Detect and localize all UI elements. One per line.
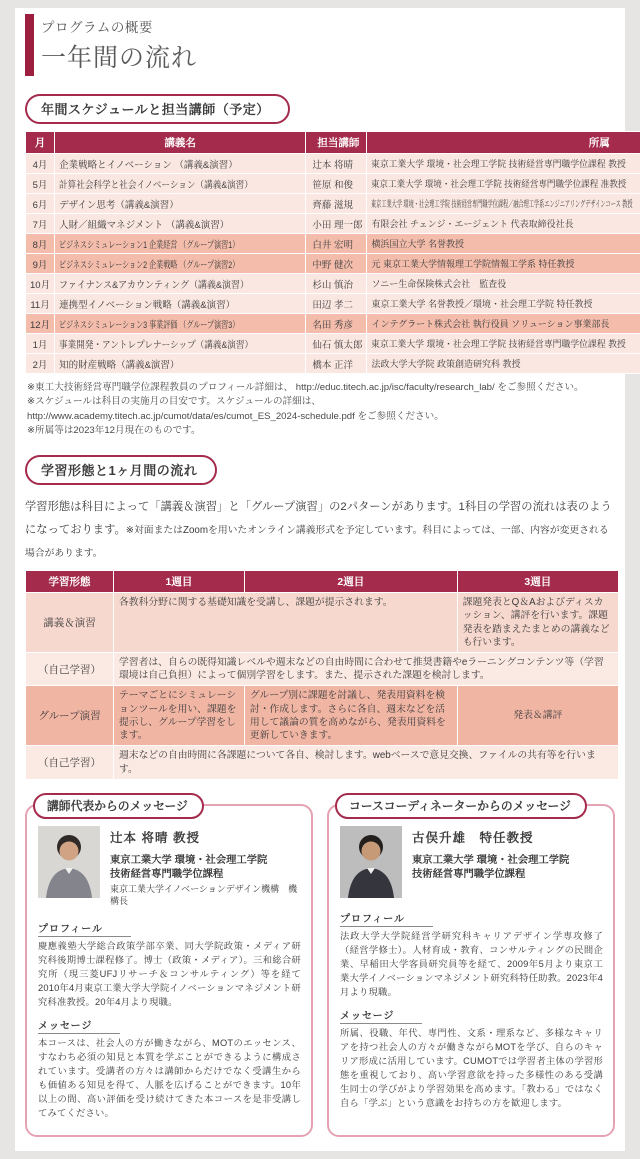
schedule-cell-instructor: 杉山 慎治 bbox=[306, 274, 367, 294]
column-header-format: 学習形態 bbox=[26, 571, 114, 593]
column-header-week3: 3週目 bbox=[457, 571, 618, 593]
schedule-cell-month: 2月 bbox=[26, 354, 55, 374]
affiliation-line: 東京工業大学 環境・社会理工学院 bbox=[412, 854, 569, 868]
instructor-person bbox=[38, 826, 302, 908]
schedule-cell-instructor: 辻本 将晴 bbox=[306, 154, 367, 174]
learning-cell: 課題発表とQ＆Aおよびディスカッション、講評を行います。課題発表を踏まえたまとめの講義なども行います。 bbox=[457, 593, 618, 653]
learning-row bbox=[26, 593, 619, 653]
column-header-week2: 2週目 bbox=[244, 571, 457, 593]
column-header-week1: 1週目 bbox=[114, 571, 245, 593]
document-page bbox=[15, 8, 625, 1151]
affiliation-line: 東京工業大学 環境・社会理工学院 bbox=[110, 854, 302, 868]
schedule-cell-course: 知的財産戦略（講義&演習） bbox=[55, 354, 306, 374]
learning-row-label: （自己学習） bbox=[26, 746, 114, 779]
person-name: 辻本 将晴 教授 bbox=[110, 828, 302, 846]
affiliation-line: 東京工業大学イノベーションデザイン機構 機構長 bbox=[110, 883, 302, 908]
schedule-cell-course: ビジネスシミュレーション3 事業評価 （グループ演習3） bbox=[55, 314, 306, 334]
portrait-photo bbox=[340, 826, 402, 898]
schedule-cell-instructor: 齊藤 滋規 bbox=[306, 194, 367, 214]
column-header-affiliation: 所属 bbox=[367, 132, 640, 154]
schedule-cell-affiliation: 東京工業大学 名誉教授／環境・社会理工学院 特任教授 bbox=[367, 294, 640, 314]
instructor-box-title: 講師代表からのメッセージ bbox=[33, 793, 204, 819]
title-accent-bar bbox=[25, 14, 34, 76]
schedule-cell-instructor: 中野 健次 bbox=[306, 254, 367, 274]
schedule-cell-course: デザイン思考（講義&演習） bbox=[55, 194, 306, 214]
instructor-message-box bbox=[25, 804, 313, 1137]
schedule-cell-instructor: 白井 宏明 bbox=[306, 234, 367, 254]
schedule-cell-month: 12月 bbox=[26, 314, 55, 334]
schedule-cell-month: 5月 bbox=[26, 174, 55, 194]
schedule-cell-affiliation: 東京工業大学 環境・社会理工学院 技術経営専門職学位課程 准教授 bbox=[367, 174, 640, 194]
learning-row bbox=[26, 686, 619, 746]
learning-cell: 各教科分野に関する基礎知識を受講し、課題が提示されます。 bbox=[114, 593, 458, 653]
message-text: 所属、役職、年代、専門性、文系・理系など、多様なキャリアを持つ社会人の方々が働きながらMOTを学び、自らのキャリア形成に活用しています。CUMOTでは学習者主体の学習形態を重視しており、高い学習意欲を持った多様性のある受講生同士の学びがより学習効果を高めます。「教わる」ではなく自ら「学ぶ」という意識をお持ちの方を歓迎します。 bbox=[340, 1027, 603, 1111]
schedule-cell-affiliation: 東京工業大学 環境・社会理工学院 技術経営専門職学位課程／融合理工学系エンジニアリングデザインコース 教授 bbox=[367, 194, 640, 214]
message-label: メッセージ bbox=[340, 1007, 422, 1024]
schedule-cell-course: 企業戦略とイノベーション （講義&演習） bbox=[55, 154, 306, 174]
schedule-cell-course: 計算社会科学と社会イノベーション（講義&演習） bbox=[55, 174, 306, 194]
page-kicker: プログラムの概要 bbox=[41, 16, 197, 36]
schedule-cell-affiliation: 横浜国立大学 名誉教授 bbox=[367, 234, 640, 254]
profile-label: プロフィール bbox=[340, 910, 433, 927]
learning-intro-main: 学習形態は科目によって「講義＆演習」と「グループ演習」の2パターンがあります。1科目の学習の流れは表のようになっております。 bbox=[25, 501, 612, 536]
schedule-cell-course: ビジネスシミュレーション1 企業経営 （グループ演習1） bbox=[55, 234, 306, 254]
learning-intro-note: ※対面またはZoomを用いたオンライン講義形式を予定しています。科目によっては、一部、内容が変更される場合があります。 bbox=[25, 525, 609, 559]
section-title-learning: 学習形態と1ヶ月間の流れ bbox=[25, 455, 217, 485]
affiliation-lines bbox=[412, 854, 569, 883]
schedule-cell-month: 4月 bbox=[26, 154, 55, 174]
profile-text: 法政大学大学院経営学研究科キャリアデザイン学専攻修了（経営学修士）。人材育成・教育、コンサルティングの民間企業、早稲田大学客員研究員等を経て、2009年5月より東京工業大学イノベーションマネジメント研究科特任助教。2023年4月より現職。 bbox=[340, 930, 603, 1000]
learning-row bbox=[26, 746, 619, 779]
schedule-cell-instructor: 田辺 孝二 bbox=[306, 294, 367, 314]
learning-row bbox=[26, 653, 619, 686]
coordinator-person bbox=[340, 826, 604, 898]
coordinator-message-box bbox=[327, 804, 615, 1137]
schedule-cell-affiliation: 有限会社 チェンジ・エージェント 代表取締役社長 bbox=[367, 214, 640, 234]
schedule-row bbox=[26, 214, 640, 234]
affiliation-line: 技術経営専門職学位課程 bbox=[110, 868, 302, 882]
message-text: 本コースは、社会人の方が働きながら、MOTのエッセンス、すなわち必須の知見と本質を学ぶことができるように構成されています。受講者の方々は講師からだけでなく受講生からも価値ある知見を得て、人脈を広げることができます。10年以上の間、高い評価を受け続けてきた本コースを是非受講してみてください。 bbox=[38, 1037, 301, 1121]
learning-cell: テーマごとにシミュレーションツールを用い、課題を提示し、グループ学習をします。 bbox=[114, 686, 245, 746]
schedule-cell-month: 6月 bbox=[26, 194, 55, 214]
learning-row-label: グループ演習 bbox=[26, 686, 114, 746]
learning-table-body bbox=[26, 593, 619, 780]
message-label: メッセージ bbox=[38, 1017, 120, 1034]
schedule-cell-course: ファイナンス&アカウンティング（講義&演習） bbox=[55, 274, 306, 294]
learning-table bbox=[25, 570, 619, 780]
learning-header-row bbox=[26, 571, 619, 593]
schedule-cell-instructor: 名田 秀彦 bbox=[306, 314, 367, 334]
schedule-cell-month: 1月 bbox=[26, 334, 55, 354]
note-line: ※所属等は2023年12月現在のものです。 bbox=[27, 424, 617, 438]
schedule-table-body bbox=[26, 154, 640, 374]
page-header bbox=[25, 14, 617, 76]
column-header-course: 講義名 bbox=[55, 132, 306, 154]
schedule-table bbox=[25, 131, 640, 374]
schedule-cell-instructor: 仙石 慎太郎 bbox=[306, 334, 367, 354]
learning-intro bbox=[25, 494, 615, 564]
profile-label: プロフィール bbox=[38, 920, 131, 937]
profile-text: 慶應義塾大学総合政策学部卒業、同大学院政策・メディア研究科後期博士課程修了。博士（政策・メディア）。三和総合研究所（現三菱UFJリサーチ＆コンサルティング）等を経て2010年4月東京工業大学大学院イノベーションマネジメント研究科准教授。20年4月より現職。 bbox=[38, 940, 301, 1010]
schedule-cell-month: 7月 bbox=[26, 214, 55, 234]
schedule-row bbox=[26, 354, 640, 374]
learning-cell: 学習者は、自らの既得知識レベルや週末などの自由時間に合わせて推奨書籍やeラーニングコンテンツ等（学習環境は自己負担）によって個別学習をします。また、提示された課題を検討します。 bbox=[114, 653, 619, 686]
message-boxes bbox=[25, 804, 615, 1137]
schedule-row bbox=[26, 254, 640, 274]
affiliation-line: 技術経営専門職学位課程 bbox=[412, 868, 569, 882]
note-line: http://www.academy.titech.ac.jp/cumot/data/es/cumot_ES_2024-schedule.pdf をご参照ください。 bbox=[27, 410, 617, 424]
schedule-row bbox=[26, 314, 640, 334]
column-header-month: 月 bbox=[26, 132, 55, 154]
schedule-cell-affiliation: 法政大学大学院 政策創造研究科 教授 bbox=[367, 354, 640, 374]
note-line: ※スケジュールは科目の実施月の目安です。スケジュールの詳細は、 bbox=[27, 395, 617, 409]
schedule-cell-affiliation: インテグラート株式会社 執行役員 ソリューション事業部長 bbox=[367, 314, 640, 334]
schedule-cell-instructor: 笹原 和俊 bbox=[306, 174, 367, 194]
person-name: 古俣升雄 特任教授 bbox=[412, 828, 569, 846]
column-header-instructor: 担当講師 bbox=[306, 132, 367, 154]
learning-row-label: （自己学習） bbox=[26, 653, 114, 686]
schedule-cell-affiliation: 東京工業大学 環境・社会理工学院 技術経営専門職学位課程 教授 bbox=[367, 154, 640, 174]
learning-row-label: 講義＆演習 bbox=[26, 593, 114, 653]
schedule-cell-course: 事業開発・アントレプレナーシップ（講義&演習） bbox=[55, 334, 306, 354]
note-line: ※東工大技術経営専門職学位課程教員のプロフィール詳細は、 http://educ.titech.ac.jp/isc/faculty/research_lab/ をご参照ください。 bbox=[27, 381, 617, 395]
section-title-schedule: 年間スケジュールと担当講師（予定） bbox=[25, 94, 290, 124]
schedule-cell-affiliation: ソニー生命保険株式会社 監査役 bbox=[367, 274, 640, 294]
schedule-cell-course: ビジネスシミュレーション2 企業戦略 （グループ演習2） bbox=[55, 254, 306, 274]
schedule-cell-course: 連携型イノベーション戦略（講義&演習） bbox=[55, 294, 306, 314]
schedule-row bbox=[26, 154, 640, 174]
schedule-row bbox=[26, 194, 640, 214]
page-title: 一年間の流れ bbox=[41, 38, 197, 74]
schedule-row bbox=[26, 234, 640, 254]
schedule-cell-course: 人財／組織マネジメント （講義&演習） bbox=[55, 214, 306, 234]
schedule-cell-instructor: 橋本 正洋 bbox=[306, 354, 367, 374]
schedule-cell-month: 11月 bbox=[26, 294, 55, 314]
schedule-cell-month: 9月 bbox=[26, 254, 55, 274]
schedule-row bbox=[26, 334, 640, 354]
schedule-notes bbox=[27, 381, 617, 439]
learning-cell: 発表＆講評 bbox=[457, 686, 618, 746]
schedule-cell-month: 8月 bbox=[26, 234, 55, 254]
learning-cell: 週末などの自由時間に各課題について各自、検討します。webベースで意見交換、ファイルの共有等を行います。 bbox=[114, 746, 619, 779]
schedule-cell-instructor: 小田 理一郎 bbox=[306, 214, 367, 234]
coordinator-box-title: コースコーディネーターからのメッセージ bbox=[335, 793, 587, 819]
schedule-row bbox=[26, 294, 640, 314]
schedule-row bbox=[26, 174, 640, 194]
schedule-cell-affiliation: 東京工業大学 環境・社会理工学院 技術経営専門職学位課程 教授 bbox=[367, 334, 640, 354]
portrait-photo bbox=[38, 826, 100, 898]
schedule-cell-month: 10月 bbox=[26, 274, 55, 294]
schedule-cell-affiliation: 元 東京工業大学情報理工学院情報工学系 特任教授 bbox=[367, 254, 640, 274]
schedule-row bbox=[26, 274, 640, 294]
schedule-header-row bbox=[26, 132, 640, 154]
learning-cell: グループ別に課題を討議し、発表用資料を検討・作成します。さらに各自、週末などを活用して議論の質を高めながら、発表用資料を更新していきます。 bbox=[244, 686, 457, 746]
